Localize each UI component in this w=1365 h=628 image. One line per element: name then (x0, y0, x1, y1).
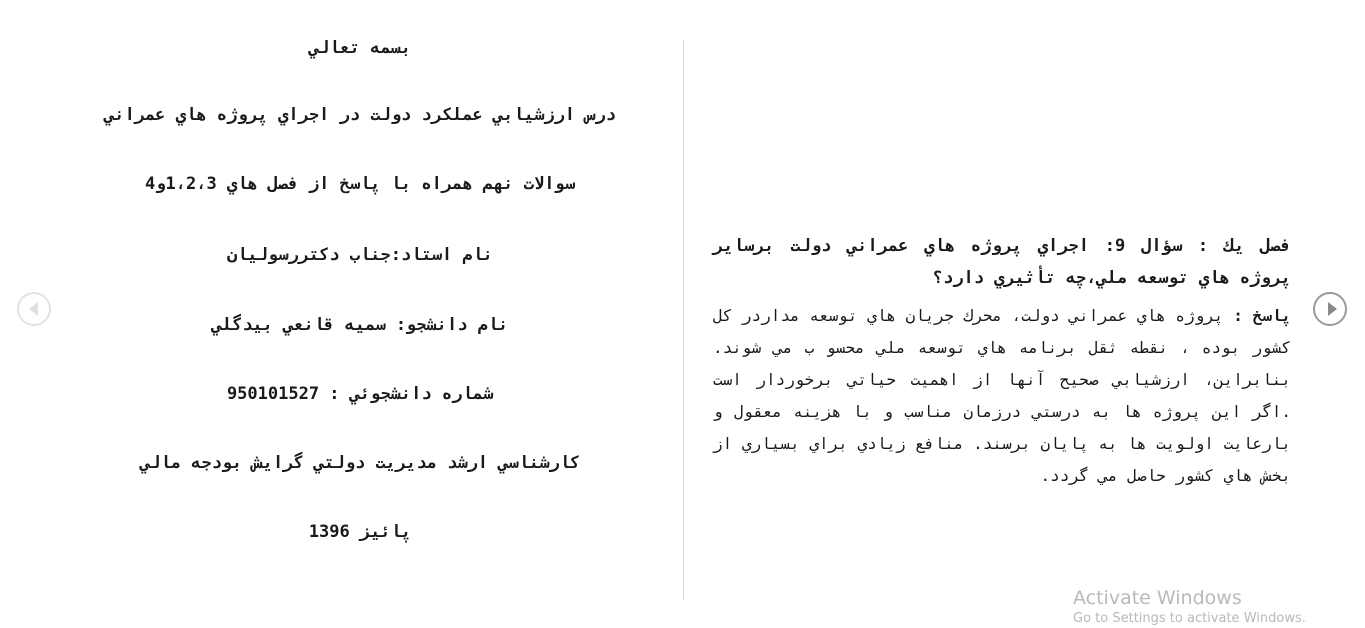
page-divider (683, 40, 684, 600)
cover-professor: نام استاد:جناب دكتررسوليان (226, 245, 494, 265)
cover-page (60, 30, 660, 590)
cover-student-id: شماره دانشجوئي : 950101527 (226, 384, 494, 404)
windows-activation-watermark (1073, 586, 1306, 628)
answer-label: پاسخ : (1233, 306, 1292, 325)
cover-questions-title: سوالات نهم همراه با پاسخ از فصل هاي 1،2،3و4 (145, 174, 575, 194)
next-page-button[interactable] (1313, 292, 1347, 326)
cover-bismillah: بسمه تعالي (308, 38, 412, 58)
chevron-right-icon (1328, 302, 1337, 316)
answer-text: پروژه هاي عمراني دولت، محرك جريان هاي توسعه مداردر كل كشور بوده ، نقطه ثقل برنامه هاي توسعه ملي محسو ب مي شوند. بنابراين، ارزشيابي صحيح آنها از اهميت حياتي برخوردار است .اگر اين پروژه ها به درستي درزمان مناسب و با هزينه معقول و بارعايت اولويت ها به پايان برسند. منافع زيادي براي بسياري از بخش هاي كشور حاصل مي گردد. (713, 306, 1291, 485)
chevron-left-icon (29, 302, 38, 316)
watermark-title: Activate Windows (1073, 587, 1242, 609)
watermark-subtitle: Go to Settings to activate Windows. (1073, 611, 1306, 626)
answer-paragraph (713, 300, 1291, 492)
cover-student: نام دانشجو: سميه قانعي بيدگلي (211, 315, 509, 335)
cover-degree: كارشناسي ارشد مديريت دولتي گرايش بودجه مالي (139, 453, 581, 473)
previous-page-button[interactable] (17, 292, 51, 326)
cover-course-title: درس ارزشيابي عملكرد دولت در اجراي پروژه هاي عمراني (104, 105, 616, 125)
cover-semester: پائيز 1396 (308, 522, 412, 542)
content-page (713, 230, 1291, 492)
question-heading: فصل يك : سؤال 9: اجراي پروژه هاي عمراني دولت برساير پروژه هاي توسعه ملي،چه تأثيري دارد؟ (713, 236, 1291, 288)
